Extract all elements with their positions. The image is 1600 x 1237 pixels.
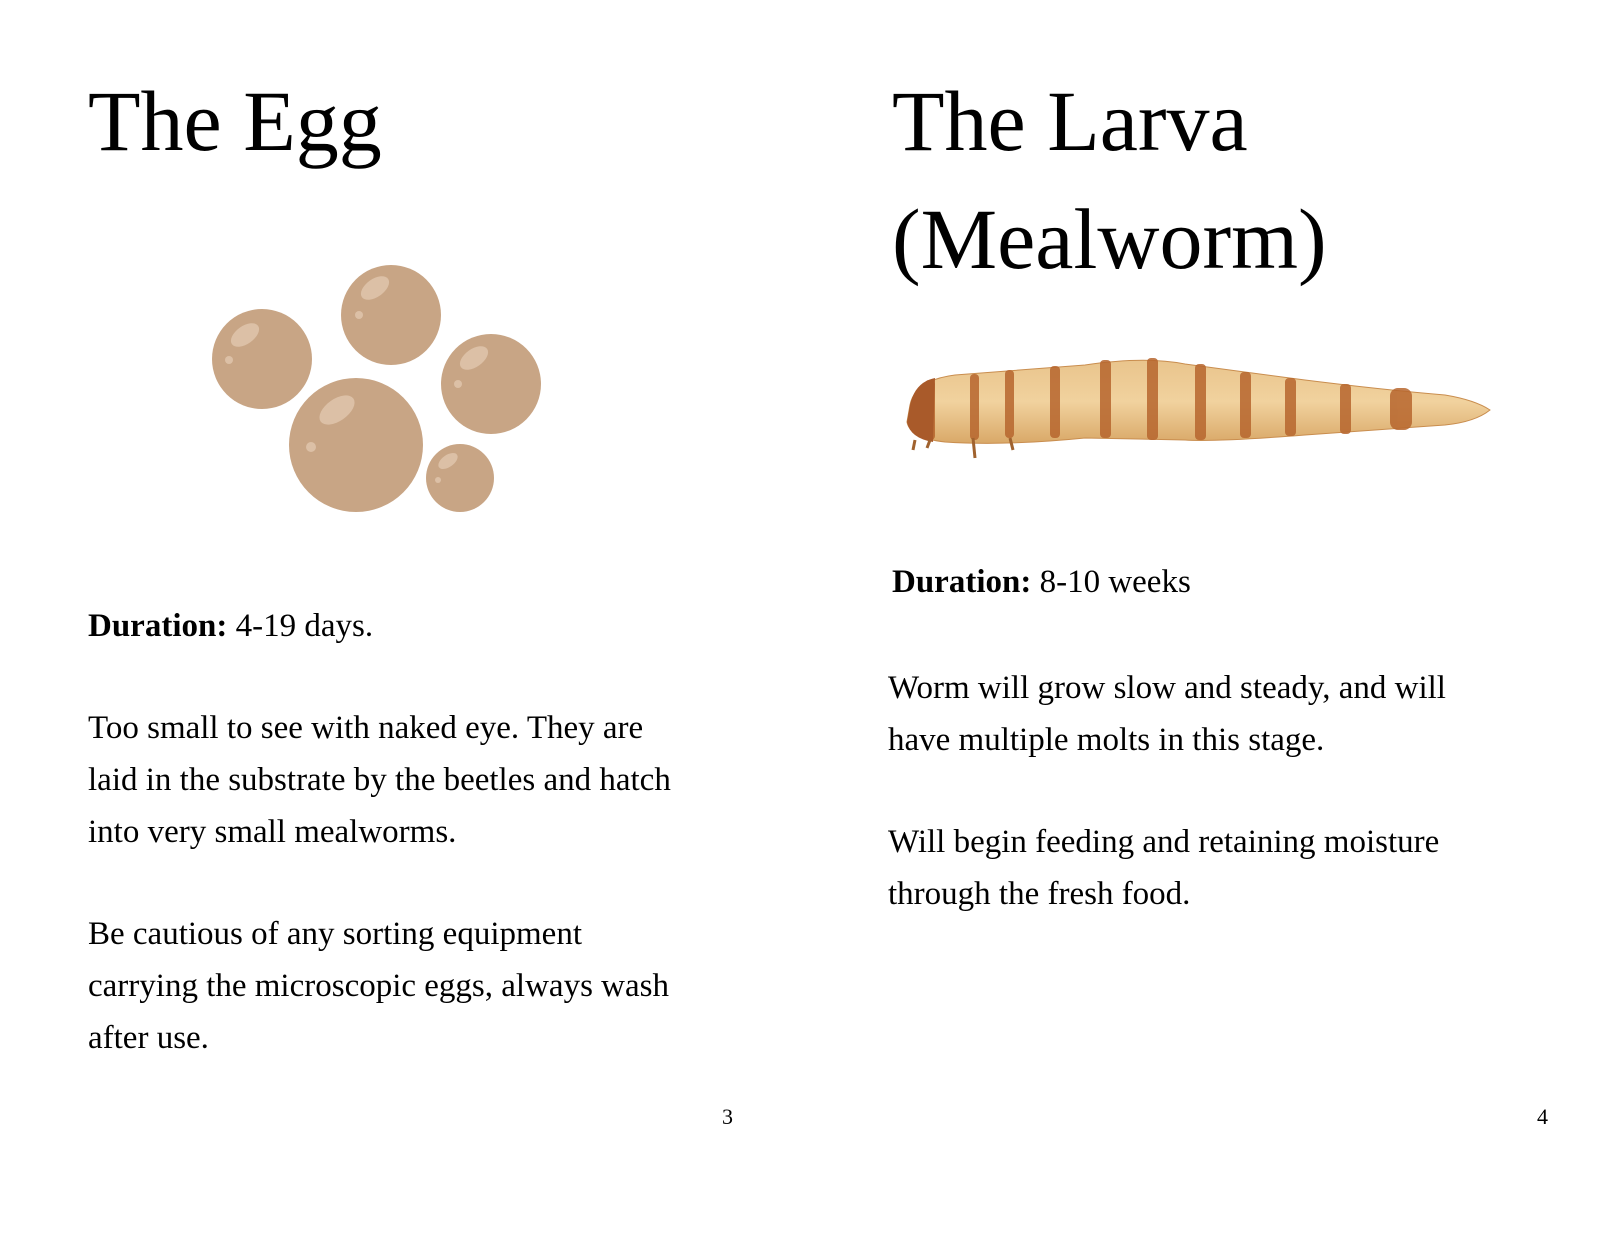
paragraph: Will begin feeding and retaining moisture through the fresh food.	[888, 824, 1440, 912]
page-title	[892, 62, 1327, 298]
page-right	[800, 0, 1600, 1237]
duration-line	[892, 556, 1191, 608]
duration-line	[88, 600, 373, 652]
paragraph: Worm will grow slow and steady, and will have multiple molts in this stage.	[888, 670, 1446, 758]
mealworm-photo	[885, 350, 1505, 470]
page-number: 3	[722, 1104, 733, 1129]
title-line: The Larva	[892, 73, 1248, 169]
page-number: 4	[1537, 1104, 1548, 1129]
paragraph: Be cautious of any sorting equipment carrying the microscopic eggs, always wash after use.	[88, 916, 669, 1056]
eggs-illustration	[200, 260, 560, 520]
duration-label: Duration:	[88, 608, 228, 644]
duration-label: Duration:	[892, 564, 1032, 600]
page-title: The Egg	[88, 73, 382, 169]
paragraph: Too small to see with naked eye. They are laid in the substrate by the beetles and hatch into very small mealworms.	[88, 710, 671, 850]
title-line: (Mealworm)	[892, 191, 1327, 287]
duration-value: 4-19 days.	[227, 608, 374, 644]
duration-value: 8-10 weeks	[1031, 564, 1191, 600]
